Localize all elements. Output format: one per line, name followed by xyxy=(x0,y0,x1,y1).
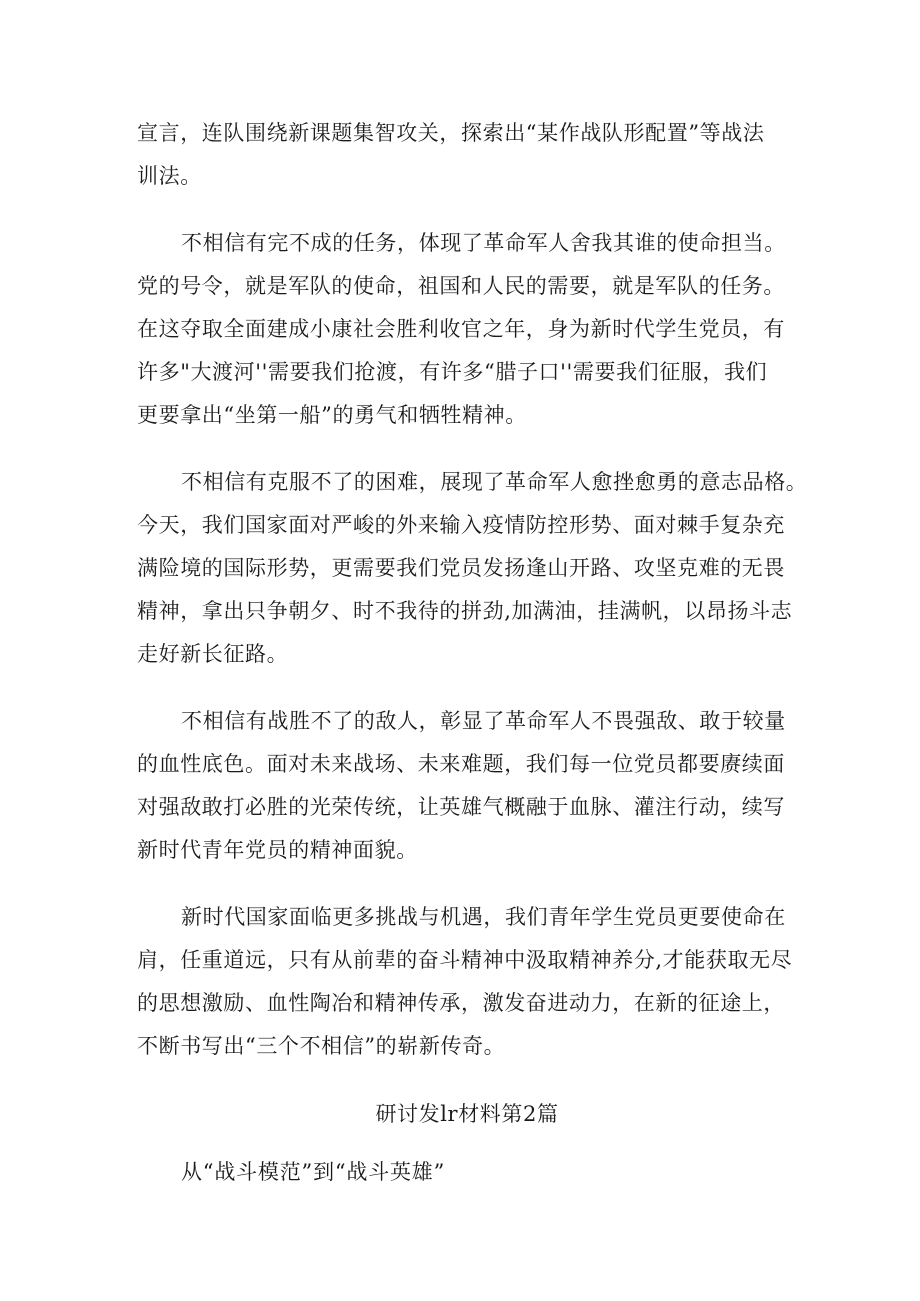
text-line: 精神，拿出只争朝夕、时不我待的拼劲,加满油，挂满帆，以昂扬斗志 xyxy=(137,599,793,623)
text-line: 党的号令，就是军队的使命，祖国和人民的需要，就是军队的任务。 xyxy=(137,274,785,298)
text-line: 对强敌敢打必胜的光荣传统，让英雄气概融于血脉、灌注行动，续写 xyxy=(137,795,785,819)
paragraph-mission xyxy=(137,222,797,437)
text-line: 肩，任重道远，只有从前辈的奋斗精神中汲取精神养分,才能获取无尽 xyxy=(137,948,793,972)
text-line: 不断书写出“三个不相信”的崭新传奇。 xyxy=(137,1034,506,1058)
section-subheading: 从“战斗模范”到“战斗英雄” xyxy=(181,1160,446,1184)
section-heading: 研讨发lr材料第2篇 xyxy=(375,1102,559,1126)
text-line: 在这夺取全面建成小康社会胜利收官之年，身为新时代学生党员，有 xyxy=(137,317,785,341)
text-line: 新时代青年党员的精神面貌。 xyxy=(137,838,418,862)
paragraph-difficulty xyxy=(137,461,808,676)
text-line: 满险境的国际形势，更需要我们党员发扬逢山开路、攻坚克难的无畏 xyxy=(137,556,785,580)
text-line: 训法。 xyxy=(137,164,202,188)
text-line: 不相信有完不成的任务，体现了革命军人舍我其谁的使命担当。 xyxy=(181,231,786,255)
text-line: 的思想激励、血性陶冶和精神传承，激发奋进动力，在新的征途上， xyxy=(137,991,785,1015)
text-line: 宣言，连队围绕新课题集智攻关，探索出“某作战队形配置”等战法 xyxy=(137,121,765,145)
document-body xyxy=(137,112,808,1194)
text-line: 许多"大渡河''需要我们抢渡，有许多“腊子口''需要我们征服，我们 xyxy=(137,360,768,384)
paragraph-enemy xyxy=(137,700,797,872)
text-line: 新时代国家面临更多挑战与机遇，我们青年学生党员更要使命在 xyxy=(181,905,786,929)
paragraph-new-era xyxy=(137,896,797,1068)
text-line: 不相信有克服不了的困难，展现了革命军人愈挫愈勇的意志品格。 xyxy=(181,470,808,494)
text-line: 不相信有战胜不了的敌人，彰显了革命军人不畏强敌、敢于较量 xyxy=(181,709,786,733)
paragraph-training xyxy=(137,112,797,198)
text-line: 更要拿出“坐第一船”的勇气和牺牲精神。 xyxy=(137,403,527,427)
text-line: 走好新长征路。 xyxy=(137,642,289,666)
text-line: 的血性底色。面对未来战场、未来难题，我们每一位党员都要赓续面 xyxy=(137,752,785,776)
text-line: 今天，我们国家面对严峻的外来输入疫情防控形势、面对棘手复杂充 xyxy=(137,513,785,537)
